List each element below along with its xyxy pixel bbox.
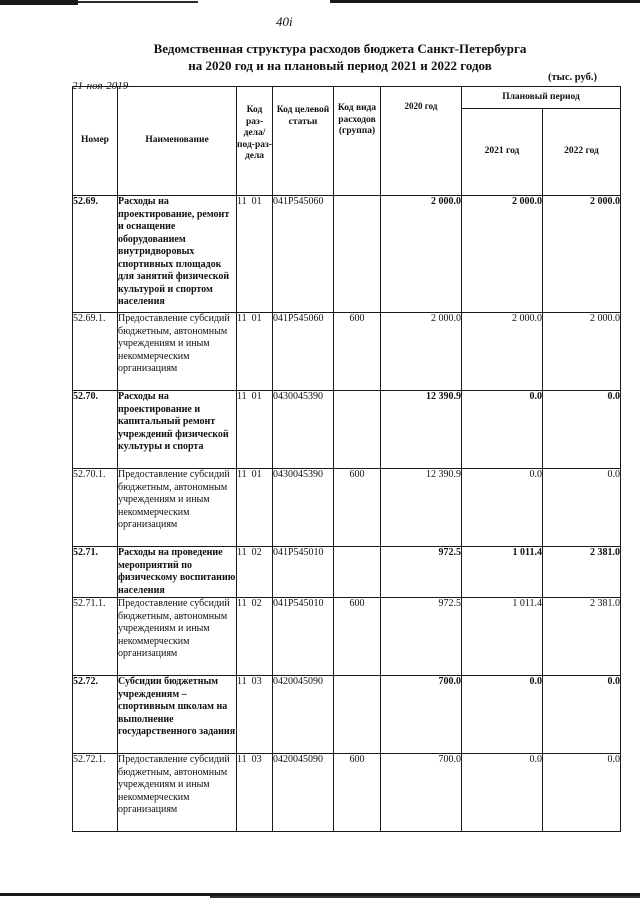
row-target-code: 041P545010 — [273, 547, 334, 598]
table-row — [73, 391, 621, 469]
row-number: 52.71. — [73, 547, 118, 598]
row-amount-2022: 2 381.0 — [543, 598, 621, 676]
header-year-2020: 2020 год — [381, 87, 462, 196]
row-amount-2020: 2 000.0 — [381, 313, 462, 391]
document-title — [70, 40, 610, 74]
row-section-code: 11 01 — [237, 313, 273, 391]
row-expense-type: 600 — [334, 313, 381, 391]
header-planned-period: Плановый период — [462, 87, 621, 109]
row-name: Расходы на проведение мероприятий по физическому воспитанию населения — [118, 547, 236, 596]
scan-top-edge — [0, 0, 640, 6]
row-number: 52.71.1. — [73, 598, 118, 676]
row-section-code: 11 01 — [237, 196, 273, 313]
row-amount-2020: 2 000.0 — [381, 196, 462, 313]
row-target-code: 041P545060 — [273, 313, 334, 391]
row-amount-2022: 0.0 — [543, 676, 621, 754]
row-amount-2022: 2 381.0 — [543, 547, 621, 598]
row-number: 52.72.1. — [73, 754, 118, 832]
row-section-code: 11 01 — [237, 391, 273, 469]
row-amount-2021: 2 000.0 — [462, 196, 543, 313]
document-date: 21-ноя-2019 — [72, 80, 129, 92]
row-target-code: 0430045390 — [273, 391, 334, 469]
table-row — [73, 754, 621, 832]
header-year-2021: 2021 год — [462, 108, 543, 195]
row-amount-2021: 0.0 — [462, 754, 543, 832]
row-expense-type: 600 — [334, 598, 381, 676]
row-amount-2022: 0.0 — [543, 469, 621, 547]
header-year-2022: 2022 год — [543, 108, 621, 195]
row-name: Расходы на проектирование, ремонт и оснащение оборудованием внутридворовых спортивных площадок для занятий физической культурой и спортом населения — [118, 196, 237, 313]
row-section-code: 11 03 — [237, 754, 273, 832]
row-amount-2022: 0.0 — [543, 754, 621, 832]
row-amount-2021: 0.0 — [462, 469, 543, 547]
row-amount-2021: 0.0 — [462, 391, 543, 469]
row-target-code: 0420045090 — [273, 754, 334, 832]
row-number: 52.70.1. — [73, 469, 118, 547]
row-expense-type: 600 — [334, 754, 381, 832]
row-amount-2020: 12 390.9 — [381, 391, 462, 469]
budget-table-body — [73, 196, 621, 832]
title-line-2: на 2020 год и на плановый период 2021 и 2022 годов — [188, 58, 492, 73]
header-expense-type-code: Код вида расходов (группа) — [334, 87, 381, 196]
page-number: 40i — [276, 14, 293, 29]
row-amount-2020: 700.0 — [381, 754, 462, 832]
header-name: Наименование — [118, 87, 237, 196]
row-target-code: 0430045390 — [273, 469, 334, 547]
title-line-1: Ведомственная структура расходов бюджета Санкт-Петербурга — [153, 41, 527, 56]
row-amount-2020: 972.5 — [381, 598, 462, 676]
row-target-code: 041P545060 — [273, 196, 334, 313]
row-expense-type: 600 — [334, 469, 381, 547]
row-amount-2020: 700.0 — [381, 676, 462, 754]
row-section-code: 11 03 — [237, 676, 273, 754]
row-name: Предоставление субсидий бюджетным, автономным учреждениям и иным некоммерческим организациям — [118, 754, 237, 832]
row-name: Предоставление субсидий бюджетным, автономным учреждениям и иным некоммерческим организациям — [118, 469, 237, 547]
table-row — [73, 313, 621, 391]
row-amount-2022: 2 000.0 — [543, 196, 621, 313]
table-row — [73, 196, 621, 313]
table-row — [73, 598, 621, 676]
row-expense-type — [334, 196, 381, 313]
scan-bottom-edge — [0, 893, 640, 905]
row-amount-2020: 972.5 — [381, 547, 462, 598]
header-target-code: Код целевой статьи — [273, 87, 334, 196]
row-amount-2021: 0.0 — [462, 676, 543, 754]
row-target-code: 041P545010 — [273, 598, 334, 676]
table-row — [73, 469, 621, 547]
header-number: Номер — [73, 87, 118, 196]
row-number: 52.70. — [73, 391, 118, 469]
row-amount-2020: 12 390.9 — [381, 469, 462, 547]
row-section-code: 11 02 — [237, 547, 273, 598]
row-target-code: 0420045090 — [273, 676, 334, 754]
row-expense-type — [334, 676, 381, 754]
row-amount-2022: 2 000.0 — [543, 313, 621, 391]
row-expense-type — [334, 391, 381, 469]
row-number: 52.69. — [73, 196, 118, 313]
row-amount-2022: 0.0 — [543, 391, 621, 469]
units-label: (тыс. руб.) — [548, 72, 597, 83]
row-name: Расходы на проектирование и капитальный ремонт учреждений физической культуры и спорта — [118, 391, 237, 469]
row-section-code: 11 02 — [237, 598, 273, 676]
row-amount-2021: 1 011.4 — [462, 547, 543, 598]
budget-table — [72, 86, 621, 832]
table-row — [73, 676, 621, 754]
row-number: 52.72. — [73, 676, 118, 754]
header-section-code: Код раз-дела/ под-раз-дела — [237, 87, 273, 196]
row-number: 52.69.1. — [73, 313, 118, 391]
row-name: Предоставление субсидий бюджетным, автономным учреждениям и иным некоммерческим организациям — [118, 313, 237, 391]
row-expense-type — [334, 547, 381, 598]
row-name: Предоставление субсидий бюджетным, автономным учреждениям и иным некоммерческим организациям — [118, 598, 237, 676]
row-amount-2021: 2 000.0 — [462, 313, 543, 391]
row-name: Субсидии бюджетным учреждениям – спортивным школам на выполнение государственного задания — [118, 676, 237, 754]
row-amount-2021: 1 011.4 — [462, 598, 543, 676]
table-row — [73, 547, 621, 598]
row-section-code: 11 01 — [237, 469, 273, 547]
